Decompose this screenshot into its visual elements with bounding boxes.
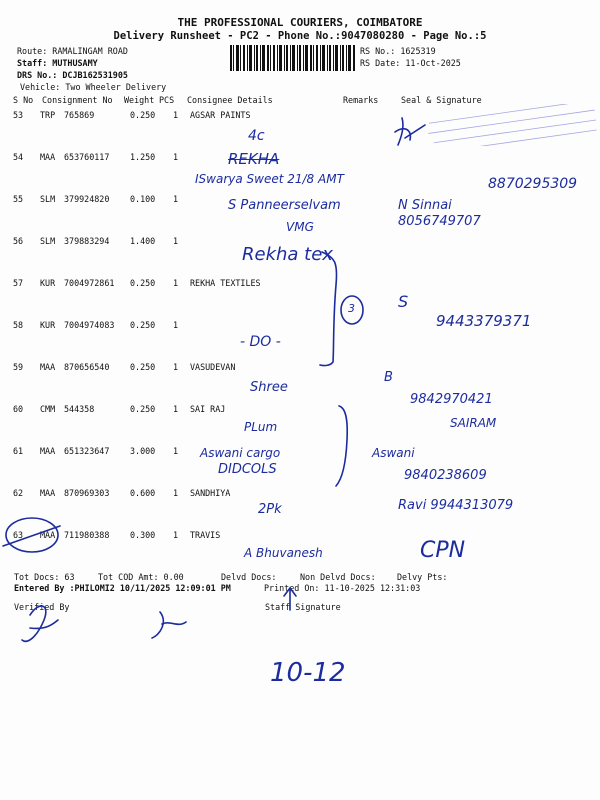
- row-pcs: 1: [173, 488, 179, 498]
- row-sno: 54: [13, 152, 24, 162]
- handwriting: VMG: [286, 220, 314, 234]
- row-code: MAA: [40, 488, 56, 498]
- row-sno: 58: [13, 320, 24, 330]
- handwriting: DIDCOLS: [218, 462, 277, 477]
- row-weight: 0.300: [130, 530, 156, 540]
- row-consignee: SAI RAJ: [190, 404, 226, 414]
- handwriting: 10-12: [270, 658, 346, 688]
- bracket-stroke: [320, 252, 337, 366]
- row-weight: 0.100: [130, 194, 156, 204]
- row-consignee: REKHA TEXTILES: [190, 278, 261, 288]
- row-pcs: 1: [173, 110, 179, 120]
- rs-date: RS Date: 11-Oct-2025: [360, 58, 461, 68]
- verified-by: Verified By: [14, 602, 70, 612]
- handwriting: ISwarya Sweet 21/8 AMT: [195, 172, 344, 186]
- company-title: THE PROFESSIONAL COURIERS, COIMBATORE: [177, 16, 423, 29]
- row-pcs: 1: [173, 320, 179, 330]
- handwriting: A Bhuvanesh: [244, 546, 323, 560]
- handwriting: 8870295309: [488, 176, 578, 192]
- row-pcs: 1: [173, 362, 179, 372]
- row-sno: 59: [13, 362, 24, 372]
- delivery-points: Delvy Pts:: [397, 572, 448, 582]
- col-consignee: Consignee Details: [187, 95, 273, 105]
- row-weight: 1.400: [130, 236, 156, 246]
- row-consignment: 870656540: [64, 362, 110, 372]
- drs-label: DRS No.: DCJB162531905: [17, 70, 128, 80]
- row-consignee: TRAVIS: [190, 530, 221, 540]
- handwriting: Aswani: [372, 446, 415, 460]
- slash-stroke: [3, 526, 60, 546]
- row-sno: 62: [13, 488, 24, 498]
- row-pcs: 1: [173, 278, 179, 288]
- runsheet-subtitle: Delivery Runsheet - PC2 - Phone No.:9047080280 - Page No.:5: [113, 30, 487, 42]
- row-consignee: SANDHIYA: [190, 488, 231, 498]
- row-weight: 1.250: [130, 152, 156, 162]
- arrow-stroke: [284, 588, 296, 610]
- row-code: SLM: [40, 194, 56, 204]
- row-code: KUR: [40, 320, 56, 330]
- row-consignment: 544358: [64, 404, 95, 414]
- row-consignment: 765869: [64, 110, 95, 120]
- row-consignment: 379883294: [64, 236, 110, 246]
- handwriting: S Panneerselvam: [228, 198, 341, 213]
- vehicle-label: Vehicle: Two Wheeler Delivery: [20, 82, 167, 92]
- handwriting: Ravi 9944313079: [398, 498, 514, 513]
- row-consignment: 7004974083: [64, 320, 115, 330]
- row-consignment: 7004972861: [64, 278, 115, 288]
- col-consignment: Consignment No: [42, 95, 113, 105]
- handwriting: S: [398, 292, 409, 311]
- row-weight: 0.250: [130, 320, 156, 330]
- handwriting: Aswani cargo: [200, 446, 281, 460]
- handwriting: B: [384, 370, 393, 385]
- signature-stroke: [395, 118, 425, 145]
- non-delivered-docs: Non Delvd Docs:: [300, 572, 376, 582]
- route-label: Route: RAMALINGAM ROAD: [17, 46, 128, 56]
- row-code: CMM: [40, 404, 56, 414]
- rs-number: RS No.: 1625319: [360, 46, 436, 56]
- row-code: MAA: [40, 530, 56, 540]
- handwriting: 9840238609: [404, 468, 487, 483]
- row-sno: 61: [13, 446, 24, 456]
- row-weight: 0.250: [130, 362, 156, 372]
- row-weight: 0.250: [130, 110, 156, 120]
- row-pcs: 1: [173, 530, 179, 540]
- col-signature: Seal & Signature: [401, 95, 482, 105]
- row-pcs: 1: [173, 152, 179, 162]
- row-code: MAA: [40, 446, 56, 456]
- row-consignee: AGSAR PAINTS: [190, 110, 251, 120]
- row-weight: 0.250: [130, 278, 156, 288]
- row-weight: 0.600: [130, 488, 156, 498]
- row-consignment: 711980388: [64, 530, 110, 540]
- handwriting: 4c: [248, 128, 265, 144]
- bracket-stroke: [336, 406, 347, 486]
- total-cod: Tot COD Amt: 0.00: [98, 572, 184, 582]
- row-code: SLM: [40, 236, 56, 246]
- row-consignment: 651323647: [64, 446, 110, 456]
- row-consignee: VASUDEVAN: [190, 362, 236, 372]
- handwriting: CPN: [420, 538, 466, 563]
- row-sno: 63: [13, 530, 24, 540]
- total-docs: Tot Docs: 63: [14, 572, 75, 582]
- row-sno: 56: [13, 236, 24, 246]
- row-code: MAA: [40, 152, 56, 162]
- staff-label: Staff: MUTHUSAMY: [17, 58, 98, 68]
- signature-stroke: [22, 606, 58, 641]
- row-pcs: 1: [173, 194, 179, 204]
- handwriting: Rekha tex: [242, 244, 333, 265]
- handwriting: N Sinnai: [398, 198, 452, 213]
- row-pcs: 1: [173, 236, 179, 246]
- row-sno: 53: [13, 110, 24, 120]
- handwriting: REKHA: [228, 150, 280, 168]
- entered-by: Entered By :PHILOMI2 10/11/2025 12:09:01 PM: [14, 583, 231, 593]
- row-sno: 60: [13, 404, 24, 414]
- col-remarks: Remarks: [343, 95, 379, 105]
- signature-stroke: [152, 612, 186, 638]
- row-weight: 3.000: [130, 446, 156, 456]
- row-pcs: 1: [173, 404, 179, 414]
- handwriting: 3: [348, 302, 355, 315]
- row-sno: 55: [13, 194, 24, 204]
- printed-on: Printed On: 11-10-2025 12:31:03: [264, 583, 421, 593]
- handwriting: 8056749707: [398, 214, 481, 229]
- col-sno: S No: [13, 95, 34, 105]
- staff-signature: Staff Signature: [265, 602, 341, 612]
- row-consignment: 653760117: [64, 152, 110, 162]
- row-sno: 57: [13, 278, 24, 288]
- handwriting: SAIRAM: [450, 416, 497, 430]
- col-pcs: PCS: [159, 95, 175, 105]
- row-weight: 0.250: [130, 404, 156, 414]
- handwriting: 9842970421: [410, 392, 493, 407]
- delivered-docs: Delvd Docs:: [221, 572, 277, 582]
- row-code: MAA: [40, 362, 56, 372]
- row-code: TRP: [40, 110, 56, 120]
- col-weight: Weight: [124, 95, 155, 105]
- row-consignment: 379924820: [64, 194, 110, 204]
- row-pcs: 1: [173, 446, 179, 456]
- handwriting: Shree: [250, 380, 288, 395]
- handwriting: - DO -: [240, 334, 281, 350]
- handwriting: 9443379371: [436, 312, 532, 330]
- row-code: KUR: [40, 278, 56, 288]
- handwriting: PLum: [244, 420, 278, 434]
- row-consignment: 870969303: [64, 488, 110, 498]
- handwriting: 2Pk: [258, 502, 282, 517]
